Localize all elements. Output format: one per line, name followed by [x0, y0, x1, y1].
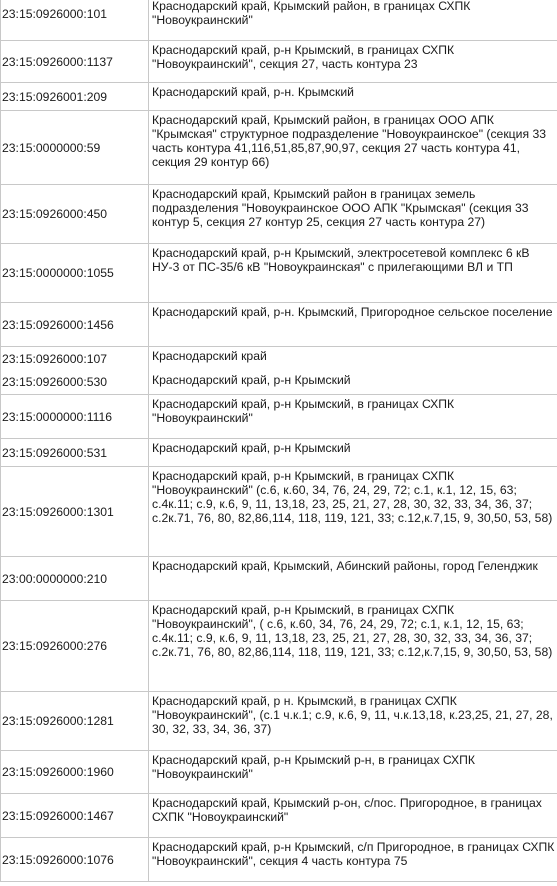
table-row [1, 244, 557, 303]
cadastral-number: 23:15:0926000:530 [1, 371, 149, 395]
cadastral-number: 23:15:0926000:1301 [1, 467, 149, 557]
cadastral-number: 23:15:0000000:59 [1, 111, 149, 185]
address-cell: Краснодарский край, Крымский район в границах земель подразделения "Новоукраинское ООО АПК "Крымская" (секция 33 контур 5, секция 27 контур 25, секция 27 часть контура 27) [149, 185, 557, 244]
address-cell: Краснодарский край, р-н Крымский, электросетевой комплекс 6 кВ НУ-3 от ПС-35/6 кВ "Новоукраинская" с прилегающими ВЛ и ТП [149, 244, 557, 303]
cadastral-number: 23:15:0926001:209 [1, 83, 149, 111]
table-row [1, 347, 557, 371]
table-row [1, 185, 557, 244]
address-cell: Краснодарский край, р-н Крымский [149, 371, 557, 395]
cadastral-number: 23:15:0926000:1076 [1, 838, 149, 882]
cadastral-number: 23:00:0000000:210 [1, 557, 149, 601]
table-row [1, 794, 557, 838]
address-cell: Краснодарский край, р н. Крымский, в границах СХПК "Новоукраинский", (с.1 ч.к.1; с.9, к.6, 9, 11, ч.к.13,18, к.23,25, 21, 27, 28, 30, 32, 33, 34, 36, 37) [149, 692, 557, 751]
table-row [1, 371, 557, 395]
cadastral-number: 23:15:0926000:1456 [1, 303, 149, 347]
cadastral-number: 23:15:0926000:101 [1, 0, 149, 41]
table-row [1, 41, 557, 83]
address-cell: Краснодарский край [149, 347, 557, 371]
address-cell: Краснодарский край, р-н Крымский, с/п Пригородное, в границах СХПК "Новоукраинский", секция 4 часть контура 75 [149, 838, 557, 882]
cadastral-number: 23:15:0926000:1281 [1, 692, 149, 751]
cadastral-number: 23:15:0926000:531 [1, 439, 149, 467]
address-cell: Краснодарский край, р-н Крымский, в границах СХПК "Новоукраинский" [149, 395, 557, 439]
table-row [1, 83, 557, 111]
cadastral-number: 23:15:0926000:1467 [1, 794, 149, 838]
table-row [1, 303, 557, 347]
cadastral-number: 23:15:0926000:107 [1, 347, 149, 371]
cadastral-number: 23:15:0926000:276 [1, 601, 149, 692]
table-row [1, 0, 557, 41]
cadastral-number: 23:15:0000000:1055 [1, 244, 149, 303]
table-row [1, 557, 557, 601]
table-row [1, 838, 557, 882]
address-cell: Краснодарский край, Крымский район, в границах СХПК "Новоукраинский" [149, 0, 557, 41]
cadastral-number: 23:15:0926000:450 [1, 185, 149, 244]
address-cell: Краснодарский край, Крымский район, в границах ООО АПК "Крымская" структурное подразделение "Новоукраинское" (секция 33 часть контура 41,116,51,85,87,90,97, секция 27 часть контура 41, секция 29 контур 66) [149, 111, 557, 185]
table-row [1, 692, 557, 751]
table-row [1, 467, 557, 557]
cadastral-number: 23:15:0926000:1137 [1, 41, 149, 83]
address-cell: Краснодарский край, Крымский, Абинский районы, город Геленджик [149, 557, 557, 601]
address-cell: Краснодарский край, Крымский р-он, с/пос. Пригородное, в границах СХПК "Новоукраинский" [149, 794, 557, 838]
address-cell: Краснодарский край, р-н Крымский, в границах СХПК "Новоукраинский", ( с.6, к.60, 34, 76, 24, 29, 72; с.1, к.1, 12, 15, 63; с.4к.11; с.9, к.6, 9, 11, 13,18, 23, 25, 21, 27, 28, 30, 32, 33, 34, 36, 37; с.2к.71, 76, 80, 82,86,114, 118, 119, 121, 33; с.12,к.7,15, 9, 30,50, 53, 58) [149, 601, 557, 692]
address-cell: Краснодарский край, р-н Крымский [149, 439, 557, 467]
table-row [1, 395, 557, 439]
address-cell: Краснодарский край, р-н Крымский, в границах СХПК "Новоукраинский" (с.6, к.60, 34, 76, 24, 29, 72; с.1, к.1, 12, 15, 63; с.4к.11; с.9, к.6, 9, 11, 13,18, 23, 25, 21, 27, 28, 30, 32, 33, 34, 36, 37; с.2к.71, 76, 80, 82,86,114, 118, 119, 121, 33; с.12,к.7,15, 9, 30,50, 53, 58) [149, 467, 557, 557]
table-row [1, 751, 557, 794]
address-cell: Краснодарский край, р-н. Крымский [149, 83, 557, 111]
cadastral-number: 23:15:0926000:1960 [1, 751, 149, 794]
cadastral-number: 23:15:0000000:1116 [1, 395, 149, 439]
table-row [1, 601, 557, 692]
address-cell: Краснодарский край, р-н. Крымский, Пригородное сельское поселение [149, 303, 557, 347]
table-row [1, 439, 557, 467]
table-row [1, 111, 557, 185]
address-cell: Краснодарский край, р-н Крымский, в границах СХПК "Новоукраинский", секция 27, часть контура 23 [149, 41, 557, 83]
address-cell: Краснодарский край, р-н Крымский р-н, в границах СХПК "Новоукраинский" [149, 751, 557, 794]
